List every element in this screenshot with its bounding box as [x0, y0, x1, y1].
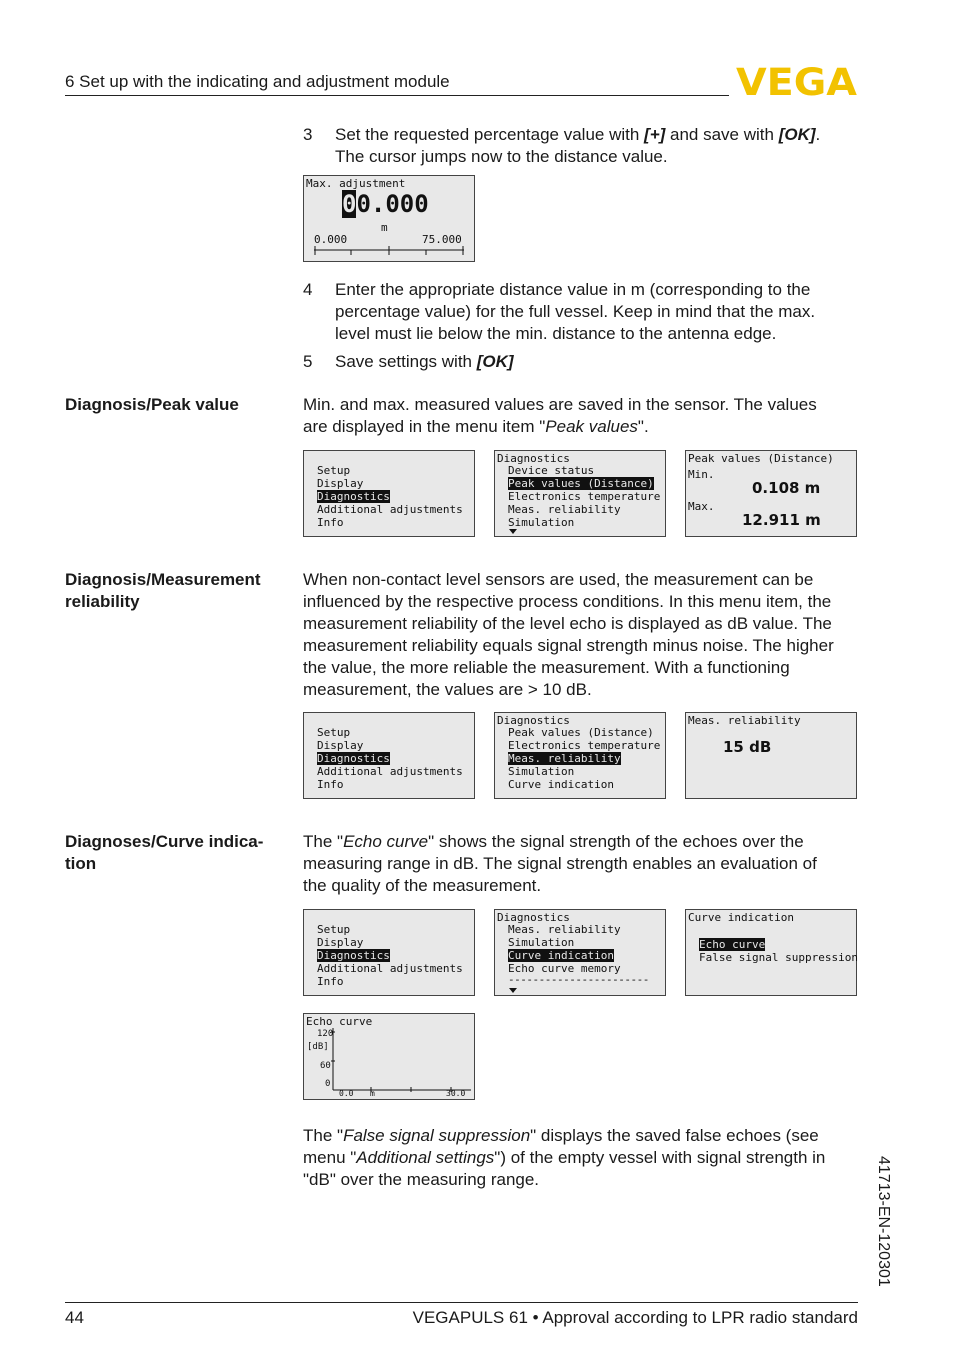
- step-5: 5 Save settings with [OK]: [303, 352, 514, 371]
- lcd-diagnostics-menu-2: Diagnostics Peak values (Distance) Electronics temperature Meas. reliability Simulation Curve indication: [494, 712, 666, 799]
- peak-text: Min. and max. measured values are saved in the sensor. The values are displayed in the menu item "Peak values".: [303, 395, 817, 436]
- scroll-down-icon: [509, 529, 517, 534]
- heading-curve-indication: Diagnoses/Curve indica- tion: [65, 832, 264, 873]
- lcd-meas-reliability: Meas. reliability 15 dB: [685, 712, 857, 799]
- logo-text: VEGA: [736, 64, 858, 98]
- curve-text: The "Echo curve" shows the signal strength of the echoes over the measuring range in dB. The signal strength enables an evaluation of the quality of the measurement.: [303, 832, 817, 895]
- heading-measurement-reliability: Diagnosis/Measurement reliability: [65, 570, 261, 611]
- reliability-text: When non-contact level sensors are used, the measurement can be influenced by the respective process conditions. In this menu item, the measurement reliability of the level echo is displayed as dB value. The measurement reliability equals signal strength minus noise. The higher the value, the more reliable the measurement. With a functioning measurement, the values are > 10 dB.: [303, 570, 834, 699]
- echo-curve-axes: [331, 1028, 471, 1092]
- adjust-value: 00.000: [342, 190, 429, 218]
- lcd-echo-curve: Echo curve 120 [dB] 60 0 0.0 m 30.0: [303, 1013, 475, 1100]
- step-4: 4 Enter the appropriate distance value in m (corresponding to the percentage value) for the full vessel. Keep in mind that the max. level must lie below the min. distance to the antenna edge.: [303, 280, 816, 343]
- footer-title: VEGAPULS 61 • Approval according to LPR radio standard: [412, 1308, 858, 1327]
- running-header: 6 Set up with the indicating and adjustment module: [65, 72, 450, 91]
- lcd-curve-indication: Curve indication Echo curve False signal suppression: [685, 909, 857, 996]
- scroll-down-icon: [509, 988, 517, 993]
- vega-logo: [736, 64, 858, 98]
- lcd-main-menu-1: Setup Display Diagnostics Additional adjustments Info: [303, 450, 475, 537]
- lcd-main-menu-3: Setup Display Diagnostics Additional adjustments Info: [303, 909, 475, 996]
- header-rule: [65, 95, 729, 96]
- lcd-max-adjustment: Max. adjustment 00.000 m 0.000 75.000: [303, 175, 475, 262]
- lcd-peak-values: Peak values (Distance) Min. 0.108 m Max. 12.911 m: [685, 450, 857, 537]
- lcd-diagnostics-menu-1: Diagnostics Device status Peak values (Distance) Electronics temperature Meas. reliability Simulation: [494, 450, 666, 537]
- document-id: 41713-EN-120301: [875, 1156, 892, 1287]
- lcd-main-menu-2: Setup Display Diagnostics Additional adjustments Info: [303, 712, 475, 799]
- lcd-diagnostics-menu-3: Diagnostics Meas. reliability Simulation Curve indication Echo curve memory -----------------------: [494, 909, 666, 996]
- heading-peak-value: Diagnosis/Peak value: [65, 395, 239, 414]
- adjust-scale: [314, 246, 464, 256]
- false-signal-text: The "False signal suppression" displays the saved false echoes (see menu "Additional settings") of the empty vessel with signal strength in "dB" over the measuring range.: [303, 1126, 826, 1189]
- footer-rule: [65, 1302, 858, 1303]
- step-3: 3 Set the requested percentage value with [+] and save with [OK]. The cursor jumps now to the distance value.: [303, 125, 821, 166]
- page-number: 44: [65, 1308, 84, 1327]
